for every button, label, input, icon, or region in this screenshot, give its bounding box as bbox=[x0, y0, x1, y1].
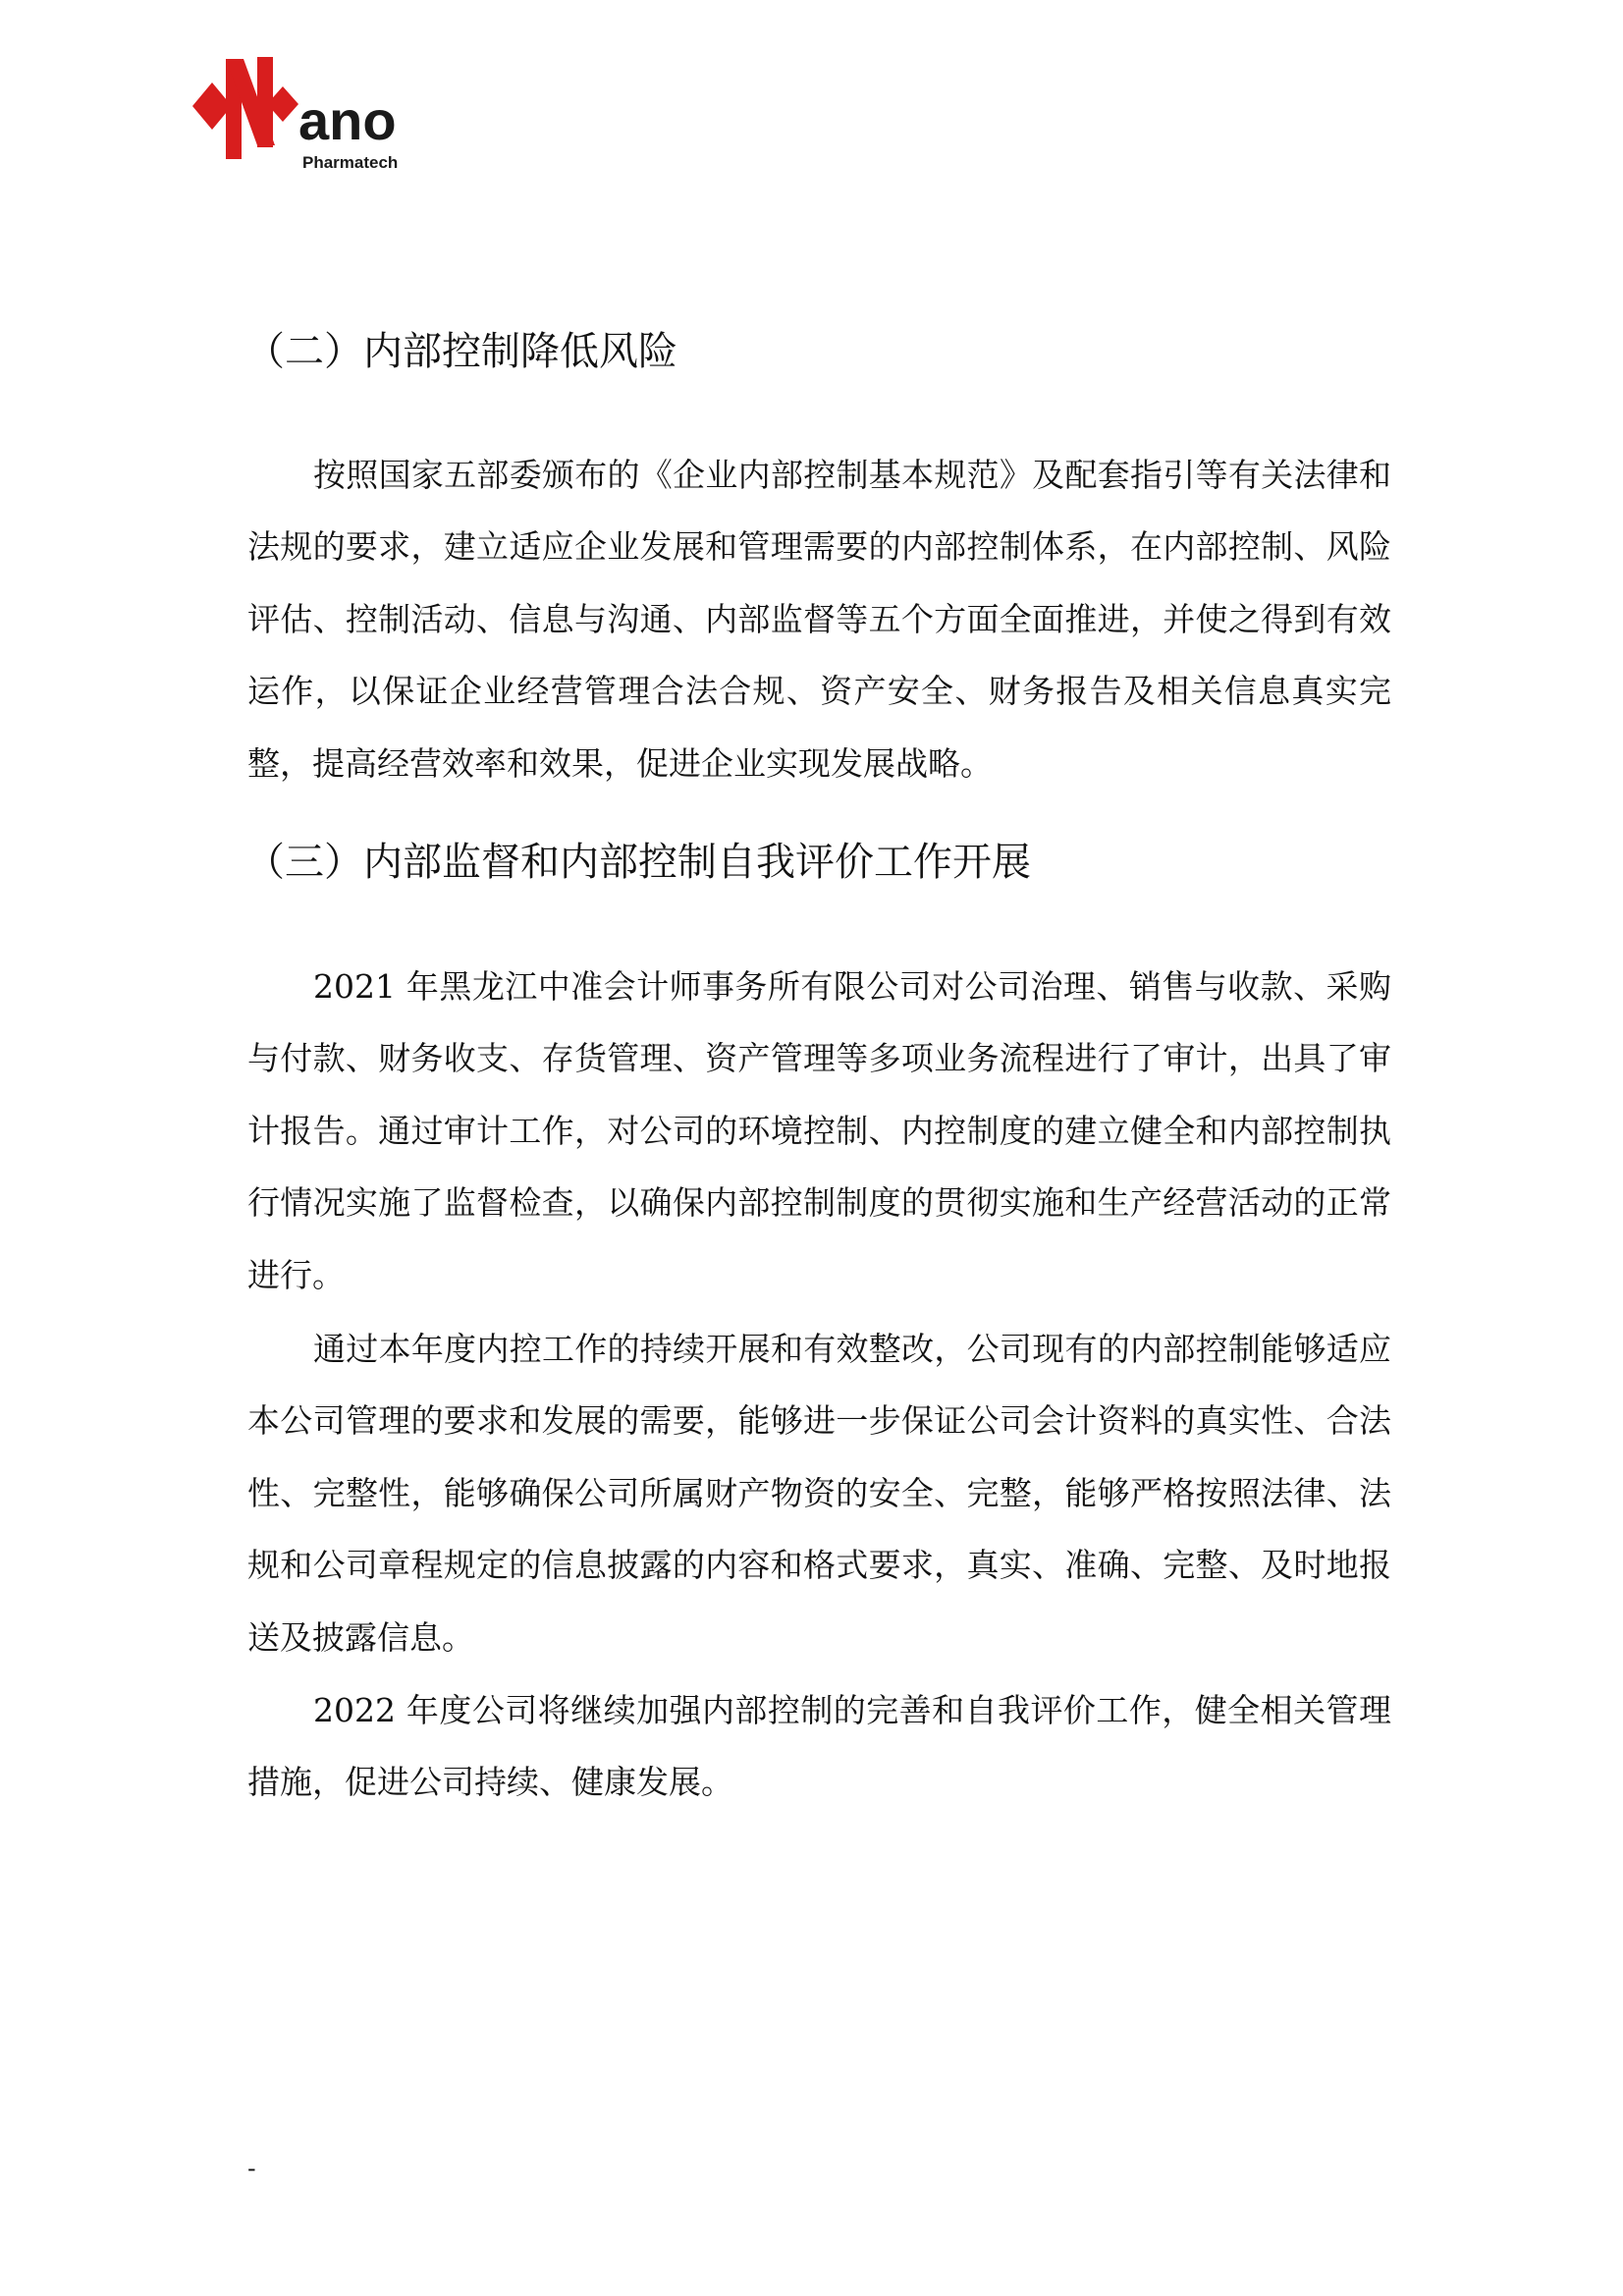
section-heading: （二）内部控制降低风险 bbox=[245, 329, 677, 374]
logo-mark-icon bbox=[192, 57, 298, 159]
logo-sub-text: Pharmatech bbox=[302, 153, 399, 172]
body-paragraph: 按照国家五部委颁布的《企业内部控制基本规范》及配套指引等有关法律和法规的要求，建立适应企业发展和管理需要的内部控制体系，在内部控制、风险评估、控制活动、信息与沟通、内部监督等五个方面全面推进，并使之得到有效运作，以保证企业经营管理合法合规、资产安全、财务报告及相关信息真实完整，提高经营效率和效果，促进企业实现发展战略。 bbox=[247, 456, 1391, 783]
logo-brand-text: ano bbox=[298, 89, 397, 151]
body-paragraph: 2022 年度公司将继续加强内部控制的完善和自我评价工作，健全相关管理措施，促进公司持续、健康发展。 bbox=[247, 1691, 1391, 1802]
company-logo bbox=[192, 57, 408, 173]
body-paragraph: 2021 年黑龙江中准会计师事务所有限公司对公司治理、销售与收款、采购与付款、财务收支、存货管理、资产管理等多项业务流程进行了审计，出具了审计报告。通过审计工作，对公司的环境控制、内控制度的建立健全和内部控制执行情况实施了监督检查，以确保内部控制制度的贯彻实施和生产经营活动的正常进行。 bbox=[247, 967, 1391, 1294]
section-heading: （三）内部监督和内部控制自我评价工作开展 bbox=[245, 840, 1031, 885]
footer-mark: - bbox=[247, 2155, 256, 2182]
body-paragraph: 通过本年度内控工作的持续开展和有效整改，公司现有的内部控制能够适应本公司管理的要求和发展的需要，能够进一步保证公司会计资料的真实性、合法性、完整性，能够确保公司所属财产物资的安全、完整，能够严格按照法律、法规和公司章程规定的信息披露的内容和格式要求，真实、准确、完整、及时地报送及披露信息。 bbox=[247, 1330, 1391, 1657]
